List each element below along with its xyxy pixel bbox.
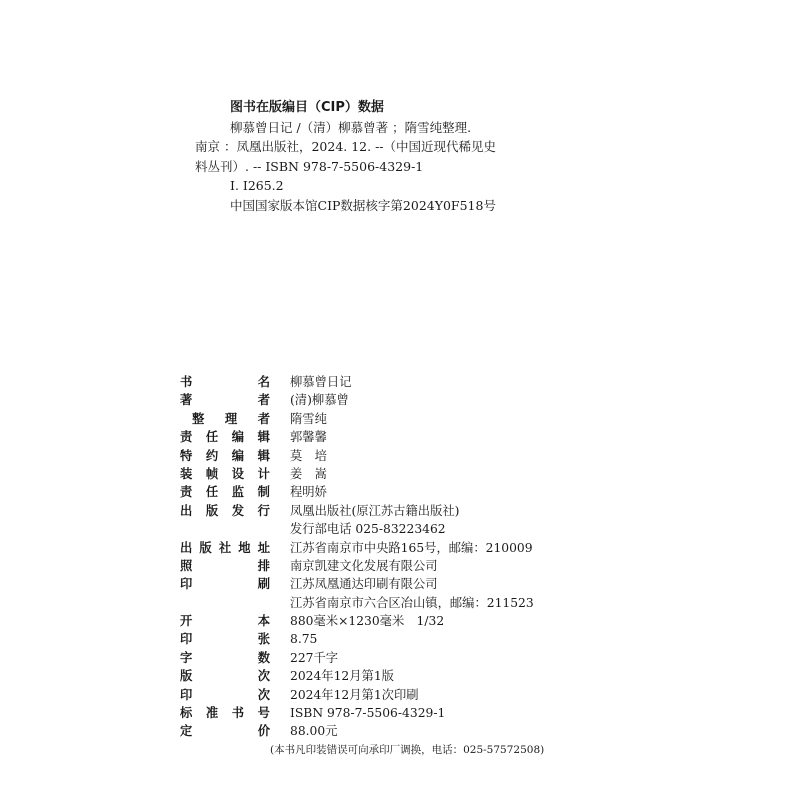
imprint-label-char: 出: [180, 540, 193, 555]
imprint-label-char: 者: [257, 411, 270, 426]
imprint-value: 程明娇: [290, 485, 327, 500]
cip-data-block: [195, 98, 635, 215]
imprint-label-char: 照: [180, 558, 193, 573]
imprint-label-char: 印: [180, 632, 193, 647]
imprint-row: [180, 686, 640, 704]
imprint-label-char: 社: [218, 540, 232, 555]
imprint-value: 郭馨馨: [290, 430, 327, 445]
imprint-label-char: 版: [199, 540, 212, 555]
imprint-label: [180, 575, 270, 593]
imprint-row: [180, 410, 640, 428]
imprint-label-char: 编: [231, 448, 245, 463]
imprint-label-char: 责: [180, 485, 193, 500]
cip-publisher-line: 南京 ：凤凰出版社，2024. 12. --（中国近现代稀见史: [195, 139, 497, 154]
imprint-value: 江苏省南京市中央路165号，邮编：210009: [290, 540, 533, 555]
imprint-label: [180, 483, 270, 501]
imprint-label-char: 帧: [205, 466, 219, 481]
imprint-label-char: 数: [257, 650, 270, 665]
imprint-row: [180, 447, 640, 465]
imprint-label-char: 本: [257, 614, 270, 629]
imprint-label-char: 标: [180, 706, 193, 721]
imprint-value: 2024年12月第1次印刷: [290, 687, 419, 702]
cip-classification-line: Ⅰ. I265.2: [230, 178, 284, 193]
imprint-label-char: 制: [257, 485, 270, 500]
imprint-label-char: 责: [180, 430, 193, 445]
imprint-value: 隋雪纯: [290, 411, 327, 426]
imprint-label: [180, 686, 270, 704]
imprint-label-char: 发: [231, 503, 245, 518]
imprint-label-char: 号: [257, 706, 270, 721]
imprint-label-char: 任: [205, 485, 219, 500]
imprint-label: [180, 612, 270, 630]
imprint-label-char: 设: [231, 466, 245, 481]
imprint-value: 柳慕曾日记: [290, 375, 352, 389]
imprint-row: [180, 594, 640, 612]
imprint-value: (清)柳慕曾: [290, 393, 349, 408]
imprint-value: 880毫米×1230毫米 1/32: [290, 614, 445, 629]
imprint-row: [180, 502, 640, 520]
imprint-value: ISBN 978-7-5506-4329-1: [290, 706, 446, 721]
imprint-label-char: 地: [238, 540, 251, 555]
cip-record-number-line: 中国国家版本馆CIP数据核字第2024Y0F518号: [230, 197, 496, 213]
imprint-table: [180, 373, 640, 759]
imprint-label-char: 特: [180, 448, 193, 463]
imprint-row: [180, 539, 640, 557]
imprint-label-char: 张: [257, 632, 270, 647]
imprint-label-char: 次: [257, 687, 270, 702]
imprint-label: [180, 630, 270, 648]
imprint-label-char: 辑: [257, 430, 270, 445]
imprint-label: [180, 391, 270, 409]
imprint-value: 2024年12月第1版: [290, 669, 394, 684]
imprint-label-char: 址: [257, 540, 270, 555]
imprint-row: [180, 704, 640, 722]
imprint-label-char: 名: [257, 375, 270, 389]
imprint-label-char: 印: [180, 687, 193, 702]
imprint-label: [180, 410, 270, 428]
imprint-value: 发行部电话 025-83223462: [290, 522, 446, 537]
imprint-row: [180, 630, 640, 648]
imprint-label-char: 监: [231, 485, 245, 500]
imprint-label: [180, 428, 270, 446]
imprint-label-char: 装: [180, 466, 193, 481]
imprint-row: [180, 557, 640, 575]
imprint-label-char: 整: [192, 411, 205, 426]
imprint-row: [180, 428, 640, 446]
imprint-label-char: 准: [205, 706, 219, 721]
imprint-label-char: 版: [205, 503, 219, 518]
imprint-label-char: 计: [257, 466, 270, 481]
imprint-label-char: 书: [180, 375, 193, 389]
imprint-label-char: 辑: [257, 448, 270, 463]
imprint-label-char: 排: [257, 558, 270, 573]
imprint-label-char: 书: [231, 706, 245, 721]
imprint-row: [180, 649, 640, 667]
imprint-label-char: 定: [180, 724, 193, 739]
imprint-value: 江苏省南京市六合区冶山镇，邮编：211523: [290, 595, 534, 610]
imprint-label: [180, 465, 270, 483]
imprint-value: 南京凯建文化发展有限公司: [290, 558, 438, 573]
imprint-row: [180, 667, 640, 685]
imprint-value: 莫 培: [290, 448, 327, 463]
cip-heading: 图书在版编目（CIP）数据: [230, 100, 384, 115]
imprint-row: [180, 520, 640, 538]
imprint-label-char: 出: [180, 503, 193, 518]
imprint-value: 凤凰出版社(原江苏古籍出版社): [290, 503, 460, 518]
imprint-label-char: 著: [180, 393, 193, 408]
imprint-label: [180, 557, 270, 575]
imprint-label: [180, 539, 270, 557]
imprint-label: [180, 667, 270, 685]
imprint-label-char: 次: [257, 669, 270, 684]
imprint-label-char: 任: [205, 430, 219, 445]
imprint-label-char: 理: [224, 411, 238, 426]
imprint-label-char: 价: [257, 724, 270, 739]
imprint-label-char: 约: [205, 448, 219, 463]
imprint-label-char: 字: [180, 650, 193, 665]
imprint-label-char: 版: [180, 669, 193, 684]
imprint-label: [180, 704, 270, 722]
cip-series-isbn-line: 料丛刊）. -- ISBN 978-7-5506-4329-1: [195, 158, 424, 174]
imprint-label-char: 编: [231, 430, 245, 445]
imprint-note: (本书凡印装错误可向承印厂调换，电话：025-57572508): [270, 743, 545, 756]
imprint-label: [180, 373, 270, 391]
imprint-value: 姜 嵩: [290, 466, 327, 481]
imprint-label-char: 印: [180, 577, 193, 592]
imprint-label: [180, 649, 270, 667]
imprint-label-char: 行: [257, 503, 270, 518]
imprint-label: [180, 502, 270, 520]
imprint-label-char: 者: [257, 393, 270, 408]
imprint-label-char: 开: [180, 614, 193, 629]
imprint-row: [180, 391, 640, 409]
imprint-row: [180, 465, 640, 483]
imprint-label-char: 刷: [257, 577, 270, 592]
imprint-value: 227千字: [290, 650, 339, 665]
imprint-row: [180, 483, 640, 501]
imprint-row: [180, 612, 640, 630]
imprint-value: 88.00元: [290, 724, 338, 739]
imprint-label: [180, 447, 270, 465]
imprint-value: 8.75: [290, 632, 318, 647]
imprint-value: 江苏凤凰通达印刷有限公司: [290, 577, 438, 592]
imprint-row: [180, 741, 640, 759]
imprint-row: [180, 373, 640, 391]
cip-title-line: 柳慕曾日记 /（清）柳慕曾著 ；隋雪纯整理.: [230, 119, 472, 135]
imprint-row: [180, 575, 640, 593]
imprint-row: [180, 722, 640, 740]
imprint-label: [180, 722, 270, 740]
